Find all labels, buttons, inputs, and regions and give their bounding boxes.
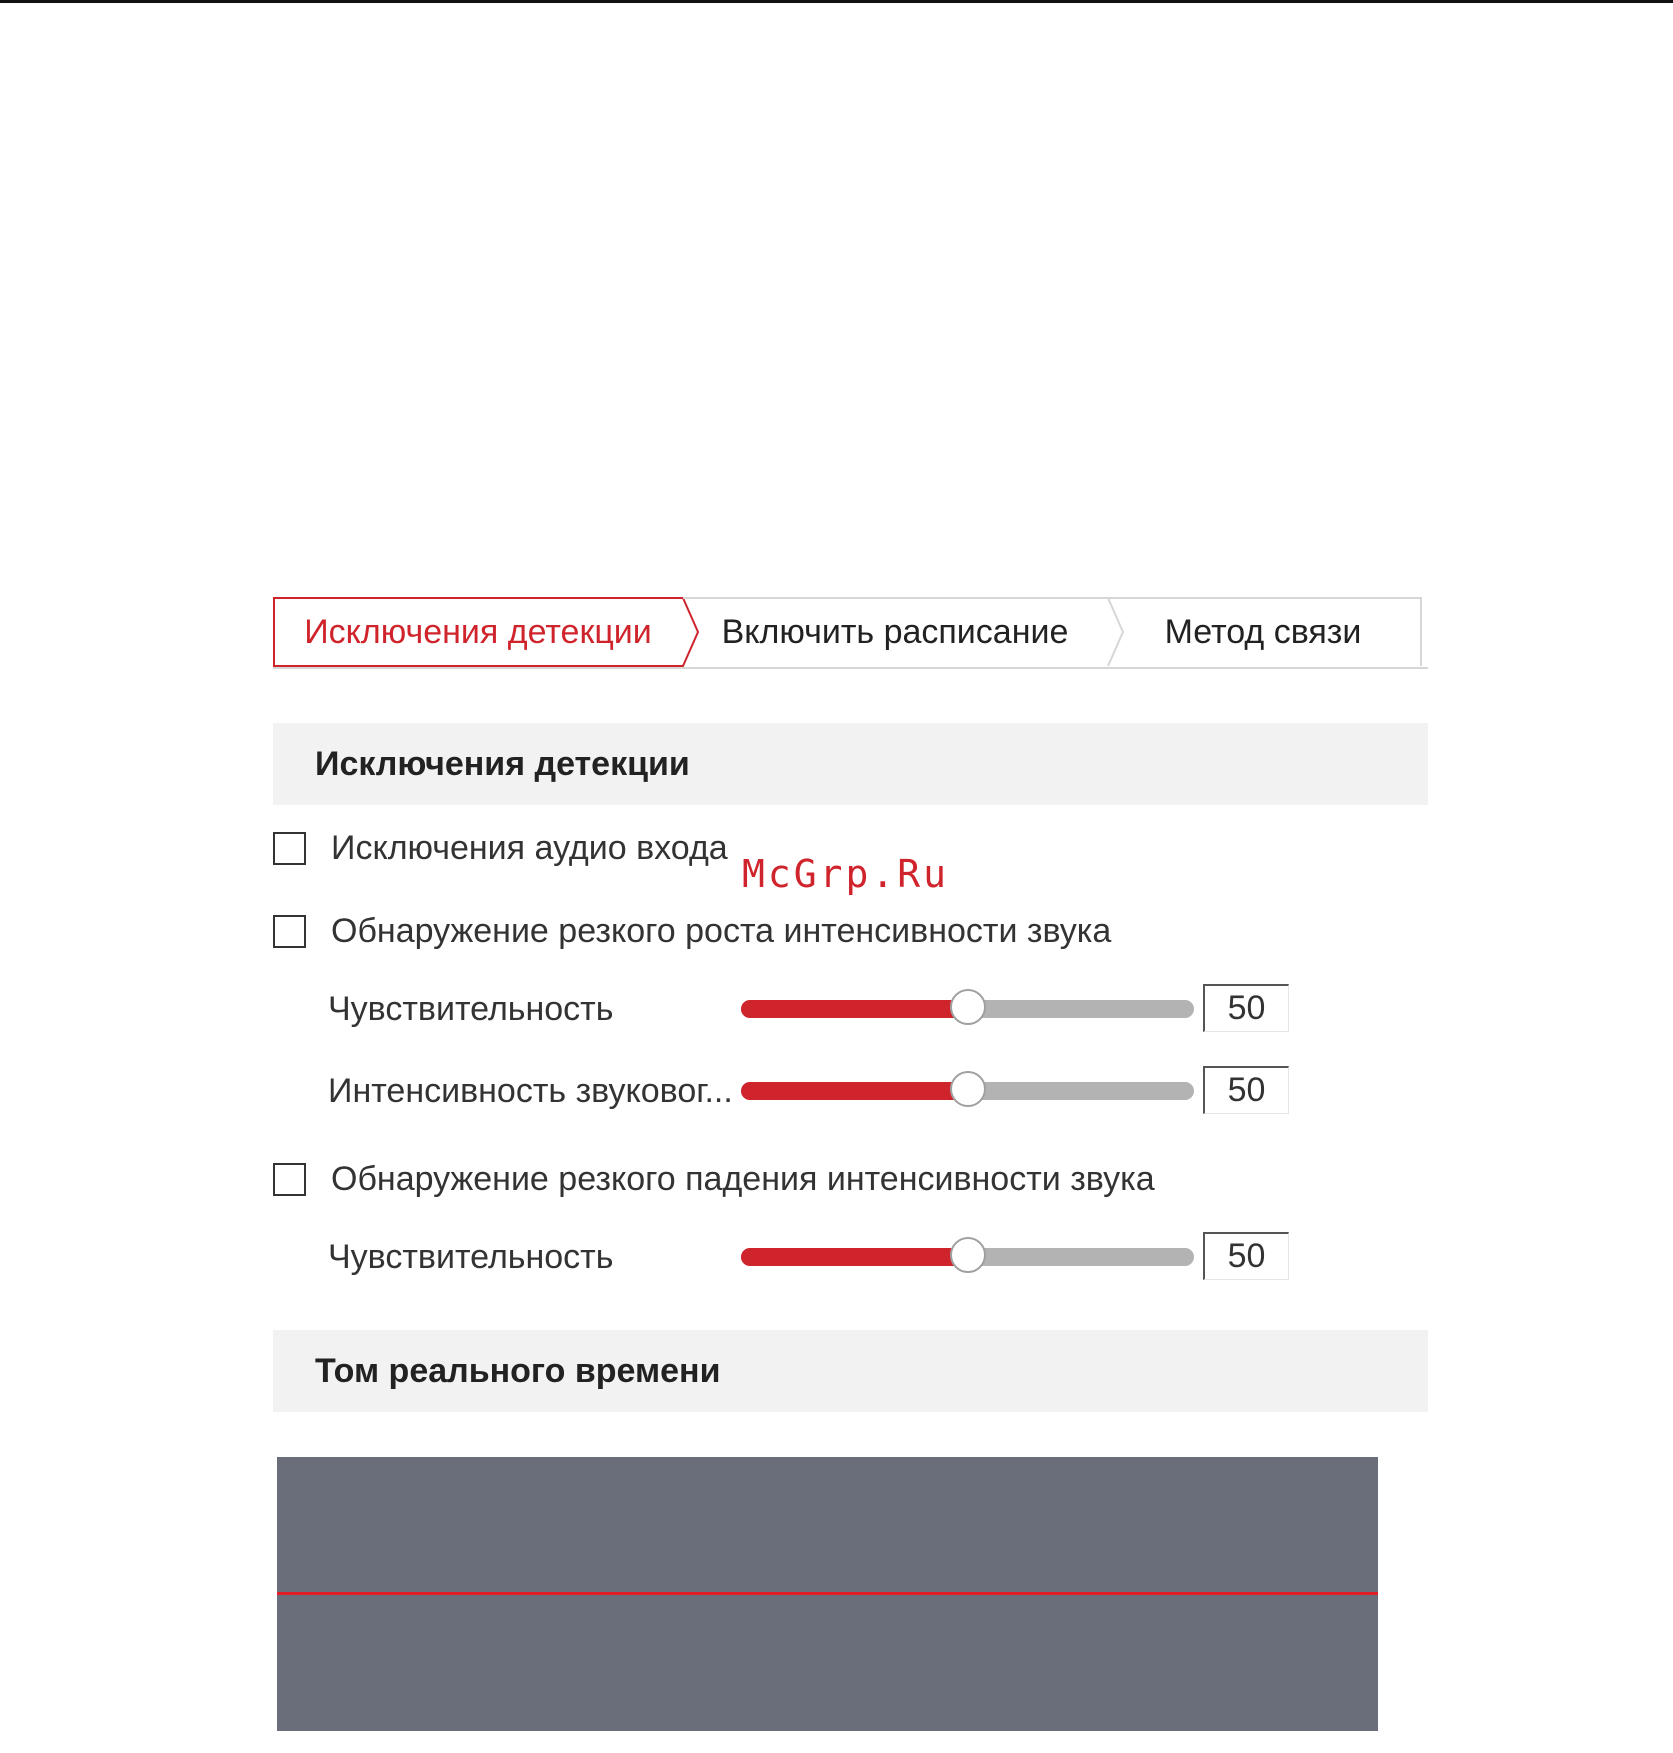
decrease-sensitivity-slider[interactable] — [741, 1248, 1194, 1266]
tab-underline — [273, 667, 1428, 669]
top-border — [0, 0, 1673, 3]
slider-fill — [741, 1082, 968, 1100]
slider-handle[interactable] — [950, 1071, 986, 1107]
sudden-decrease-checkbox[interactable] — [273, 1163, 306, 1196]
slider-fill — [741, 1000, 968, 1018]
tab-schedule[interactable]: Включить расписание — [721, 613, 1069, 651]
intensity-value-input[interactable] — [1203, 1066, 1289, 1114]
watermark: McGrp.Ru — [742, 852, 950, 896]
section-header-realtime-volume — [273, 1330, 1428, 1412]
checkbox-label: Обнаружение резкого падения интенсивности звука — [331, 1160, 1155, 1198]
sensitivity-slider[interactable] — [741, 1000, 1194, 1018]
intensity-row — [328, 1066, 1328, 1116]
sensitivity-value-input[interactable] — [1203, 984, 1289, 1032]
slider-label: Чувствительность — [328, 1238, 614, 1276]
intensity-slider[interactable] — [741, 1082, 1194, 1100]
slider-label: Чувствительность — [328, 990, 614, 1028]
volume-threshold-line — [277, 1592, 1378, 1595]
sudden-decrease-option[interactable] — [273, 1159, 1155, 1199]
tab-detection-exceptions[interactable]: Исключения детекции — [304, 613, 652, 651]
sensitivity-row — [328, 984, 1328, 1034]
tab-bar — [273, 597, 1428, 669]
section-title: Исключения детекции — [315, 745, 690, 783]
section-title: Том реального времени — [315, 1352, 721, 1390]
slider-label: Интенсивность звуковог... — [328, 1072, 733, 1110]
realtime-volume-meter — [277, 1457, 1378, 1731]
checkbox-label: Обнаружение резкого роста интенсивности звука — [331, 912, 1112, 950]
sudden-increase-checkbox[interactable] — [273, 915, 306, 948]
audio-input-exception-option[interactable] — [273, 828, 728, 868]
audio-input-exception-checkbox[interactable] — [273, 832, 306, 865]
sudden-increase-option[interactable] — [273, 911, 1111, 951]
tab-linkage-method[interactable]: Метод связи — [1164, 613, 1362, 651]
checkbox-label: Исключения аудио входа — [331, 829, 728, 867]
section-header-detection — [273, 723, 1428, 805]
slider-handle[interactable] — [950, 1237, 986, 1273]
slider-fill — [741, 1248, 968, 1266]
slider-handle[interactable] — [950, 989, 986, 1025]
decrease-sensitivity-value-input[interactable] — [1203, 1232, 1289, 1280]
decrease-sensitivity-row — [328, 1232, 1328, 1282]
